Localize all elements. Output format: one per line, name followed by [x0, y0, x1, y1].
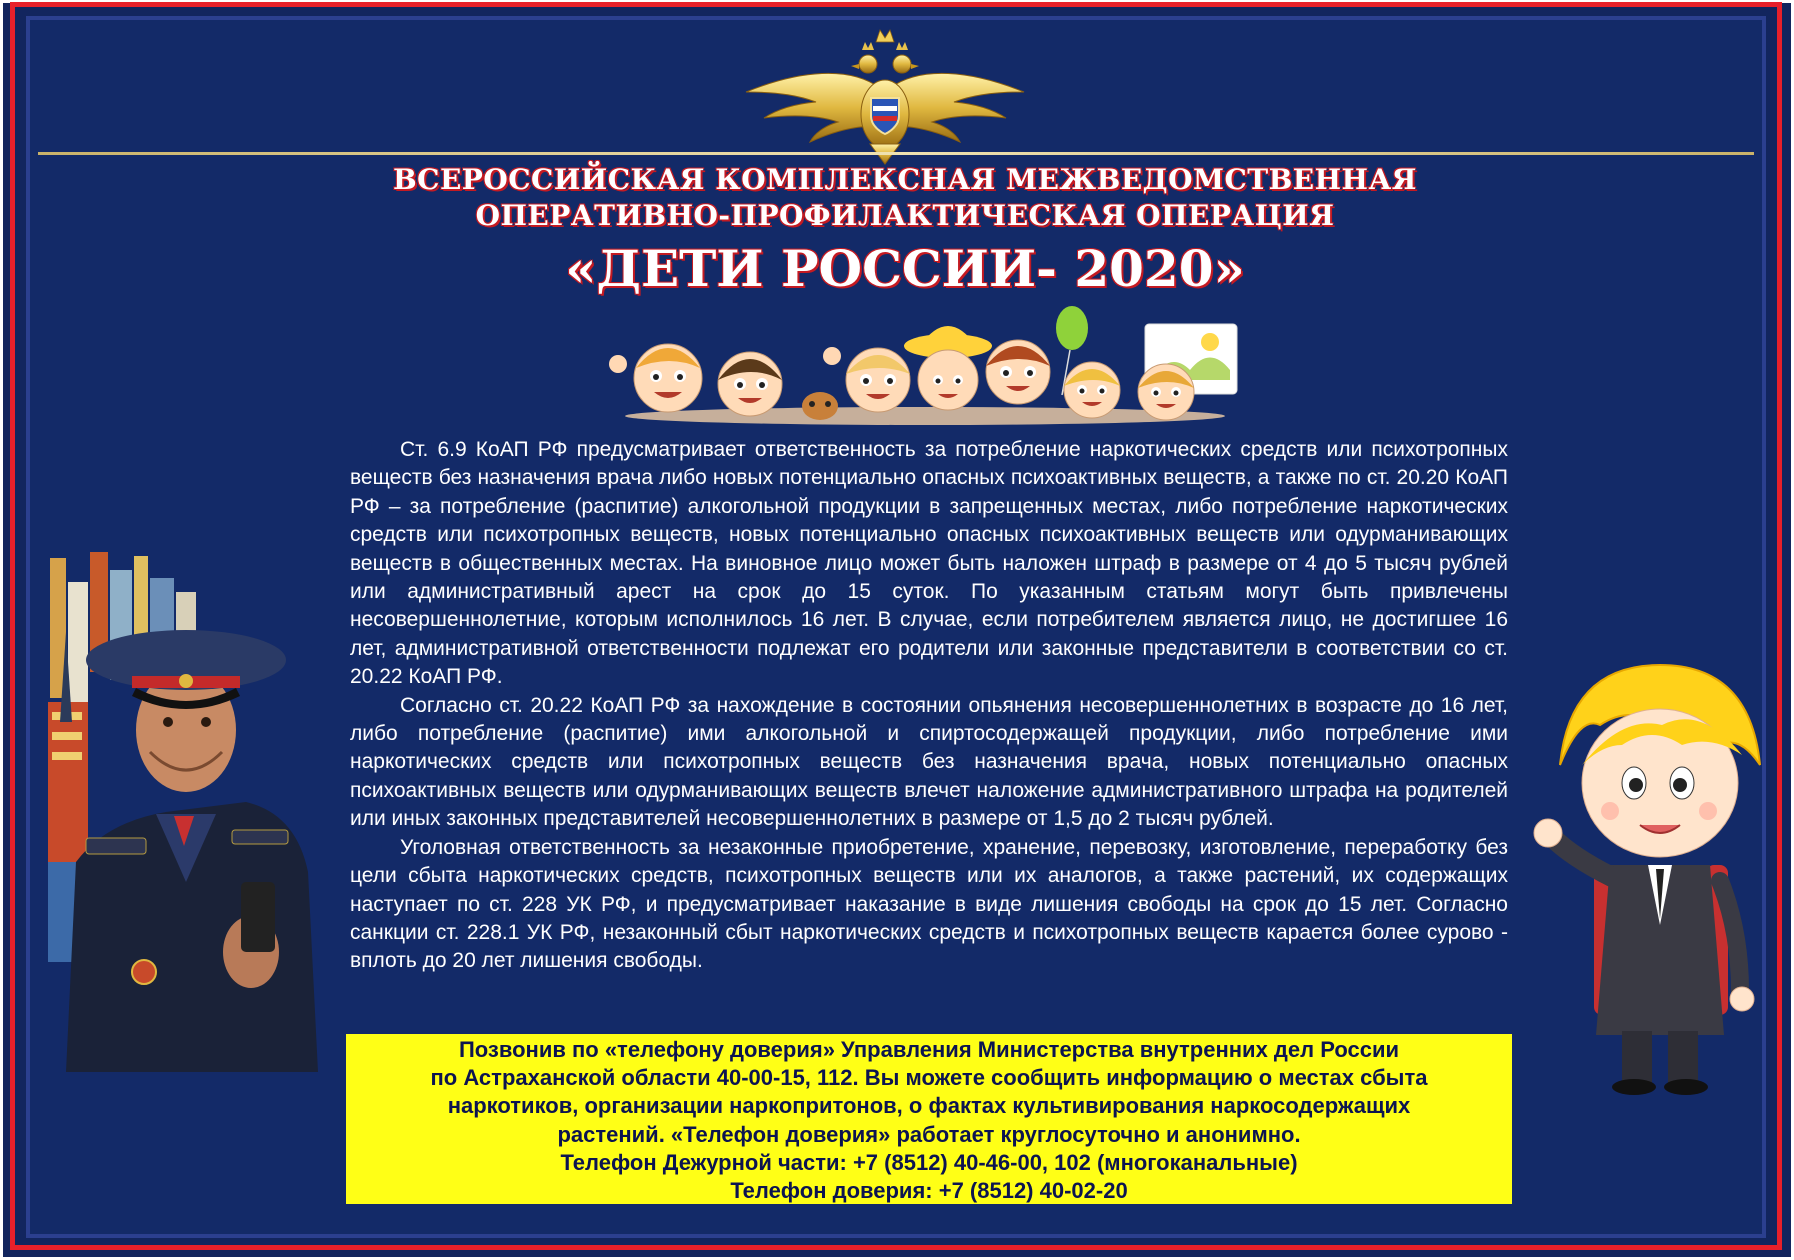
duty-phone: Телефон Дежурной части: +7 (8512) 40-46-00, 102 (многоканальные)	[560, 1149, 1298, 1175]
paragraph-parents-liability: Согласно ст. 20.22 КоАП РФ за нахождение в состоянии опьянения несовершеннолетних в возрасте до 16 лет, либо потребление (распитие) ими алкогольной и спиртосодержащей продукции, либо потребление ими наркотических средств или психотропных веществ без назначения врача, новых потенциально опасных психоактивных веществ или одурманивающих веществ влечет наложение административного штрафа на родителей или иных законных представителей несовершеннолетних в размере от 1,5 до 2 тысяч рублей.	[350, 693, 1508, 831]
heading-title: «ДЕТИ РОССИИ- 2020»	[565, 239, 1245, 298]
cartoon-boy-illustration	[1530, 655, 1770, 1095]
hotline-line-4: растений. «Телефон доверия» работает круглосуточно и анонимно.	[557, 1121, 1301, 1147]
legal-info-text	[350, 436, 1508, 976]
heading-line-1: ВСЕРОССИЙСКАЯ КОМПЛЕКСНАЯ МЕЖВЕДОМСТВЕННАЯ	[393, 163, 1417, 196]
paragraph-administrative: Ст. 6.9 КоАП РФ предусматривает ответственность за потребление наркотических средств или психотропных веществ без назначения врача либо новых потенциально опасных психоактивных веществ, а также по ст. 20.20 КоАП РФ – за потребление (распитие) алкогольной продукции в запрещенных местах, либо потребление наркотических средств или психотропных веществ, новых потенциально опасных психоактивных веществ или одурманивающих веществ в общественных местах. На виновное лицо может быть наложен штраф в размере от 4 до 5 тысяч рублей или административный арест на срок до 15 суток. По указанным статьям могут быть привлечены несовершеннолетние, которым исполнилось 16 лет. В случае, если потребителем является лицо, не достигшее 16 лет, административной ответственности подлежат его родители или законные представители в соответствии со ст. 20.22 КоАП РФ.	[350, 438, 1508, 689]
hotline-line-1: Позвонив по «телефону доверия» Управления Министерства внутренних дел России	[458, 1037, 1400, 1062]
hotline-line-2: по Астраханской области 40-00-15, 112. Вы можете сообщить информацию о местах сбыта	[430, 1065, 1428, 1091]
hotline-box	[346, 1034, 1512, 1204]
paragraph-criminal-liability: Уголовная ответственность за незаконные приобретение, хранение, перевозку, изготовление, переработку без цели сбыта наркотических средств, психотропных веществ или их аналогов, а также растений, их содержащих наступает по ст. 228 УК РФ, и предусматривает наказание в виде лишения свободы на срок до 15 лет. Согласно санкции ст. 228.1 УК РФ, незаконный сбыт наркотических средств и психотропных веществ карается более сурово - вплоть до 20 лет лишения свободы.	[350, 835, 1508, 973]
children-illustration	[600, 300, 1250, 425]
trust-phone: Телефон доверия: +7 (8512) 40-02-20	[730, 1178, 1128, 1204]
heading-line-2: ОПЕРАТИВНО-ПРОФИЛАКТИЧЕСКАЯ ОПЕРАЦИЯ	[475, 199, 1335, 232]
poster-heading	[360, 162, 1450, 302]
mvd-eagle-emblem	[740, 26, 1030, 166]
police-officer-illustration	[46, 552, 326, 1072]
gold-divider	[38, 152, 1754, 155]
hotline-line-3: наркотиков, организации наркопритонов, о фактах культивирования наркосодержащих	[447, 1093, 1411, 1119]
